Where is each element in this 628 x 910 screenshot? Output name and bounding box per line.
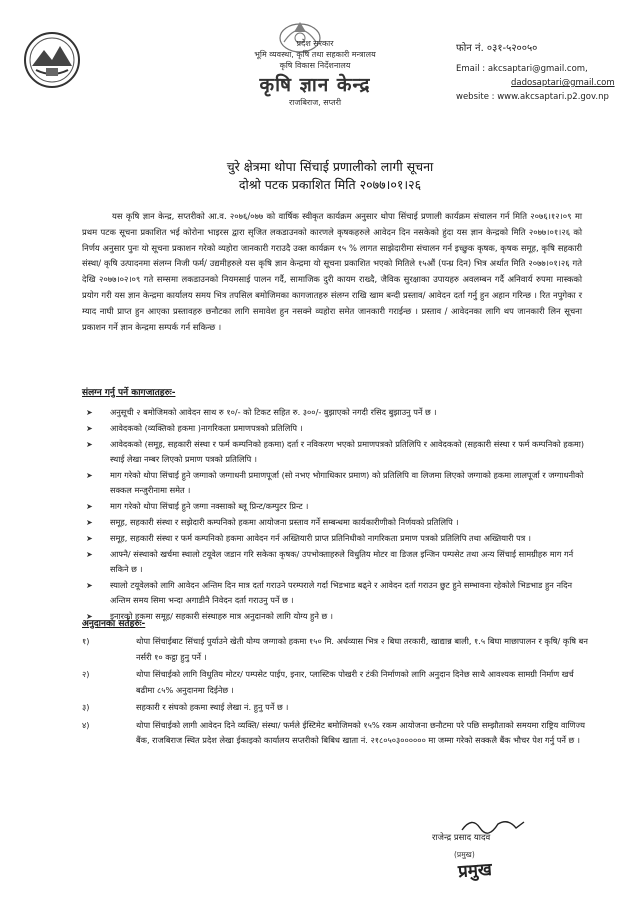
list-item (82, 634, 588, 665)
terms-list (82, 634, 588, 751)
list-item (82, 700, 588, 716)
list-item: ➤ समूह, सहकारी संस्था र सझेदारी कम्पनिको हकमा आयोजना प्रस्ताव गर्ने सम्बन्धमा कार्यकारीणीको निर्णयको प्रतिलिपि । (86, 515, 586, 530)
org-line-1: प्रदेश सरकार (296, 39, 334, 48)
org-location: राजबिराज, सप्तरी (288, 98, 342, 107)
documents-heading: संलग्न गर्नु पर्ने कागजातहरुः- (82, 388, 176, 398)
list-item: ➤ अनुसूची २ बमोजिमको आवेदन साथ रु १०/- को टिकट सहित रु. ३००/- बुझाएको नगदी रसिद बुझाउनु पर्ने छ । (86, 405, 586, 420)
contact-block (456, 42, 626, 104)
term-text: सहकारी र संघको हकमा स्थाई लेखा नं. हुनु पर्ने छ । (136, 702, 289, 712)
signatory-name: राजेन्द्र प्रसाद यादव (432, 833, 491, 843)
notice-heading (120, 158, 540, 194)
website: website : www.akcsaptari.p2.gov.np (456, 92, 609, 102)
term-text: थोपा सिंचाईको लागि विधुतिय मोटर/ पम्पसेट पाईप, इनार, प्लास्टिक पोखरी र टंकी निर्माणको लागि अनुदान दिनेछ साथै आवश्यक सामग्री निर्माण खर्च बढीमा ८५% अनुदानमा दिईनेछ । (136, 669, 574, 695)
org-line-2: भूमि व्यवस्था, कृषि तथा सहकारी मन्त्रालय (254, 50, 376, 59)
terms-heading: अनुदानका सर्तहरुः- (82, 619, 146, 629)
term-number: १) (82, 636, 90, 646)
term-number: २) (82, 669, 90, 679)
list-item: ➤ माग गरेको थोपा सिंचाई हुने जग्गाको जग्गाधनी प्रमाणपूर्जा (सो नभए भोगाधिकार प्रमाण) को प्रतिलिपि वा लिजमा लिएको जग्गाको हकमा लालपूर्जा र जग्गाधनीको सक्कल मन्जुरीनामा समेत । (86, 468, 586, 498)
list-item: ➤ आफ्नै/ संस्थाको खर्चमा स्थालो टयूवेल जडान गरि सकेका कृषक/ उपभोक्ताहरुले विधुतिय मोटर वा डिजल इन्जिन पम्पसेट तथा अन्य सिंचाई सामग्रीहरु माग गर्न सकिने छ । (86, 547, 586, 577)
list-item: ➤ इनारको हकमा समूह/ सहकारी संस्थाहरु मात्र अनुदानको लागि योग्य हुने छ । (86, 609, 586, 624)
documents-list (86, 405, 586, 625)
list-item (82, 718, 588, 749)
list-item: ➤ स्यालो टयूवेलको लागि आवेदन अन्तिम दिन मात्र दर्ता गराउने परम्पराले गर्दा भिडभाड बढ्ने र आवेदन दर्ता गराउन छुट हुने सम्भावना रहेकोले भिडभाड हुन नदिन अन्तिम समय सिमा भन्दा अगाडीनै निवेदन दर्ता गराउनु पर्ने छ । (86, 578, 586, 608)
list-item: ➤ समूह, सहकारी संस्था र फर्म कम्पनिको हकमा आवेदन गर्न अख्तियारी प्राप्त प्रतिनिधीको नागरिकता प्रमाण पत्रको प्रतिलिपि तथा अख्तियारी पत्र । (86, 531, 586, 546)
term-number: ४) (82, 719, 90, 730)
term-number: ३) (82, 702, 90, 712)
organization-block (210, 38, 420, 108)
notice-body-text: यस कृषि ज्ञान केन्द्र, सप्तरीको आ.व. २०७६/०७७ को वार्षिक स्वीकृत कार्यक्रम अनुसार थोपा सिंचाई प्रणाली कार्यक्रम संचालन गर्न मिति २०७६।१२।०९ मा प्रथम पटक सूचना प्रकाशित भई कोरोना भाइरस द्वारा सृजित लकडाउनको कारणले कृषकहरुले आवेदन दिन नसकेको हुंदा यस ज्ञान केन्द्रको मिति २०७७।०१।२६ को निर्णय अनुसार पुनः यो सूचना प्रकाशन गरेको व्यहोरा जानकारी गराउदै उक्त कार्यक्रम १५ % लागत साझेदारीमा संचालन गर्न इच्छुक कृषक, कृषक समूह, कृषि सहकारी संस्था/ कृषि उत्पादनमा संलग्न निजी फर्म/ उद्यमीहरुले यस कृषि ज्ञान केन्द्रमा यो सूचना प्रकाशित भएको मितिले १५औं (पन्ध्र दिन) भित्र अर्थात मिति २०७७।०१।२६ गते देखि २०७७।०२।०९ गते सम्समा लकडाउनको नियमसाई पालन गर्दै, सामाजिक दुरी कायम राख्दै, जैविक सुरक्षाका उपायहरु अवलम्बन गर्दै अनिवार्य रुपमा मास्कको प्रयोग गरी यस ज्ञान केन्द्रमा कार्यालय समय भित्र तपसिल बमोजिमका कागजातहरु संलग्न राखि खाम बन्दी प्रस्ताव/ आवेदन दर्ता गर्नु हुन अहान गरिन्छ । रित नपुगेका र म्याद नाघी प्राप्त हुन आएका प्रस्तावहरु छनौटका लागि समावेश हुन नसक्ने व्यहोरा समेत जानकारी गराईन्छ । प्रस्ताव / आवेदनका लागि थप जानकारी लिन सूचना प्रकाशन गर्ने ज्ञान केन्द्रमा सम्पर्क गर्न सकिन्छ । (82, 211, 582, 332)
list-item: ➤ आवेदकको (समूह, सहकारी संस्था र फर्म कम्पनिको हकमा) दर्ता र नविकरण भएको प्रमाणपत्रको प्रतिलिपि र आवेदकको (सहकारी संस्था र फर्म कम्पनिको हकमा) स्थाई लेखा नम्बर लिएको प्रमाण पत्रको प्रतिलिपि । (86, 437, 586, 467)
nepal-emblem-logo-icon (22, 30, 82, 90)
notice-subtitle: दोश्रो पटक प्रकाशित मिति २०७७।०१।२६ (238, 177, 422, 192)
signatory-stamp: प्रमुख (457, 859, 493, 883)
term-text: थोपा सिंचाईको लागी आवेदन दिने व्यक्ति/ संस्था/ फर्मले ईस्टिमेट बमोजिमको १५% रकम आयोजना छनौटमा परे पछि सम्झौताको समयमा राष्ट्रिय वाणिज्य बैंक, राजबिराज स्थित प्रदेश लेखा ईकाइको कार्यालय सप्तरीको बिबिध खाता नं. २१८०५०३०००००० मा जम्मा गरेको सक्कलै बैंक भौचर पेश गर्नु पर्ने छ । (136, 719, 586, 745)
notice-body (82, 209, 582, 335)
org-main-name: कृषि ज्ञान केन्द्र (259, 74, 371, 96)
email-secondary: dadosaptari@gmail.com (511, 78, 615, 88)
list-item (82, 667, 588, 698)
term-text: थोपा सिंचाईबाट सिंचाई पुर्याउने खेती योग्य जग्गाको हकमा १५० मि. अर्धव्यास भित्र २ बिघा तरकारी, खाद्यान्न बाली, १.५ बिघा माछापालन र कृषि/ कृषि बन नर्सरी १० कट्ठा हुनु पर्ने । (136, 636, 588, 662)
org-line-3: कृषि विकास निर्देशनालय (279, 61, 351, 70)
phone-number: फोन नं. ०३१-५२००५० (456, 43, 538, 54)
email-primary: Email : akcsaptari@gmail.com, (456, 64, 588, 74)
list-item: ➤ माग गरेको थोपा सिंचाई हुने जग्गा नक्साको ब्लू प्रिन्ट/कम्पुटर प्रिन्ट । (86, 499, 586, 514)
signatory-role: (प्रमुख) (454, 850, 475, 859)
notice-title: चुरे क्षेत्रमा थोपा सिंचाई प्रणालीको लागी सूचना (226, 159, 434, 174)
list-item: ➤ आवेदकको (व्यक्तिको हकमा )नागरिकता प्रमाणपत्रको प्रतिलिपि । (86, 421, 586, 436)
